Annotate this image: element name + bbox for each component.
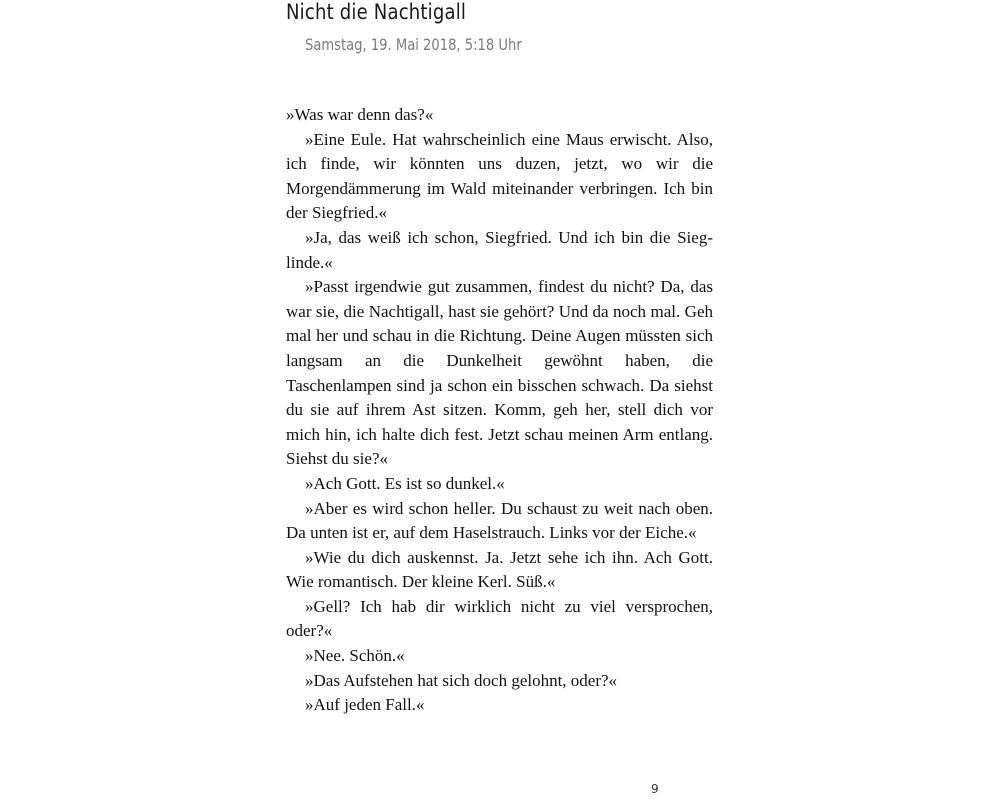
paragraph: »Ja, das weiß ich schon, Siegfried. Und ich bin die Sieglinde.« [286, 227, 713, 272]
paragraph: »Aber es wird schon heller. Du schaust zu weit nach oben. Da unten ist er, auf dem Haselstrauch. Links vor der Eiche.« [286, 498, 713, 543]
paragraph: »Passt irgendwie gut zusammen, findest du nicht? Da, das war sie, die Nachtigall, hast sie gehört? Und da noch mal. Geh mal her und schau in die Richtung. Deine Augen müssten sich langsam an die Dunkelheit gewöhnt haben, die Taschenlampen sind ja schon ein bisschen schwach. Da siehst du sie auf ihrem Ast sitzen. Komm, geh her, stell dich vor mich hin, ich halte dich fest. Jetzt schau meinen Arm entlang. Siehst du sie?« [286, 277, 713, 469]
paragraph: »Gell? Ich hab dir wirklich nicht zu viel versprochen, oder?« [286, 596, 713, 641]
paragraph: »Was war denn das?« [286, 105, 434, 124]
paragraph: »Nee. Schön.« [305, 646, 405, 666]
paragraph: »Das Aufstehen hat sich doch gelohnt, oder?« [305, 670, 618, 690]
chapter-date: Samstag, 19. Mai 2018, 5:18 Uhr [305, 35, 522, 54]
body-text [286, 103, 713, 718]
paragraph: »Wie du dich auskennst. Ja. Jetzt sehe ich ihn. Ach Gott. Wie romantisch. Der kleine Kerl. Süß.« [286, 547, 713, 592]
page-number: 9 [651, 782, 659, 796]
paragraph: »Auf jeden Fall.« [305, 695, 425, 715]
paragraph: »Ach Gott. Es ist so dunkel.« [305, 473, 505, 493]
paragraph: »Eine Eule. Hat wahrscheinlich eine Maus erwischt. Also, ich finde, wir könnten uns duzen, jetzt, wo wir die Morgendämmerung im Wald miteinander verbringen. Ich bin der Siegfried.« [286, 129, 713, 223]
chapter-title: Nicht die Nachtigall [286, 0, 467, 24]
